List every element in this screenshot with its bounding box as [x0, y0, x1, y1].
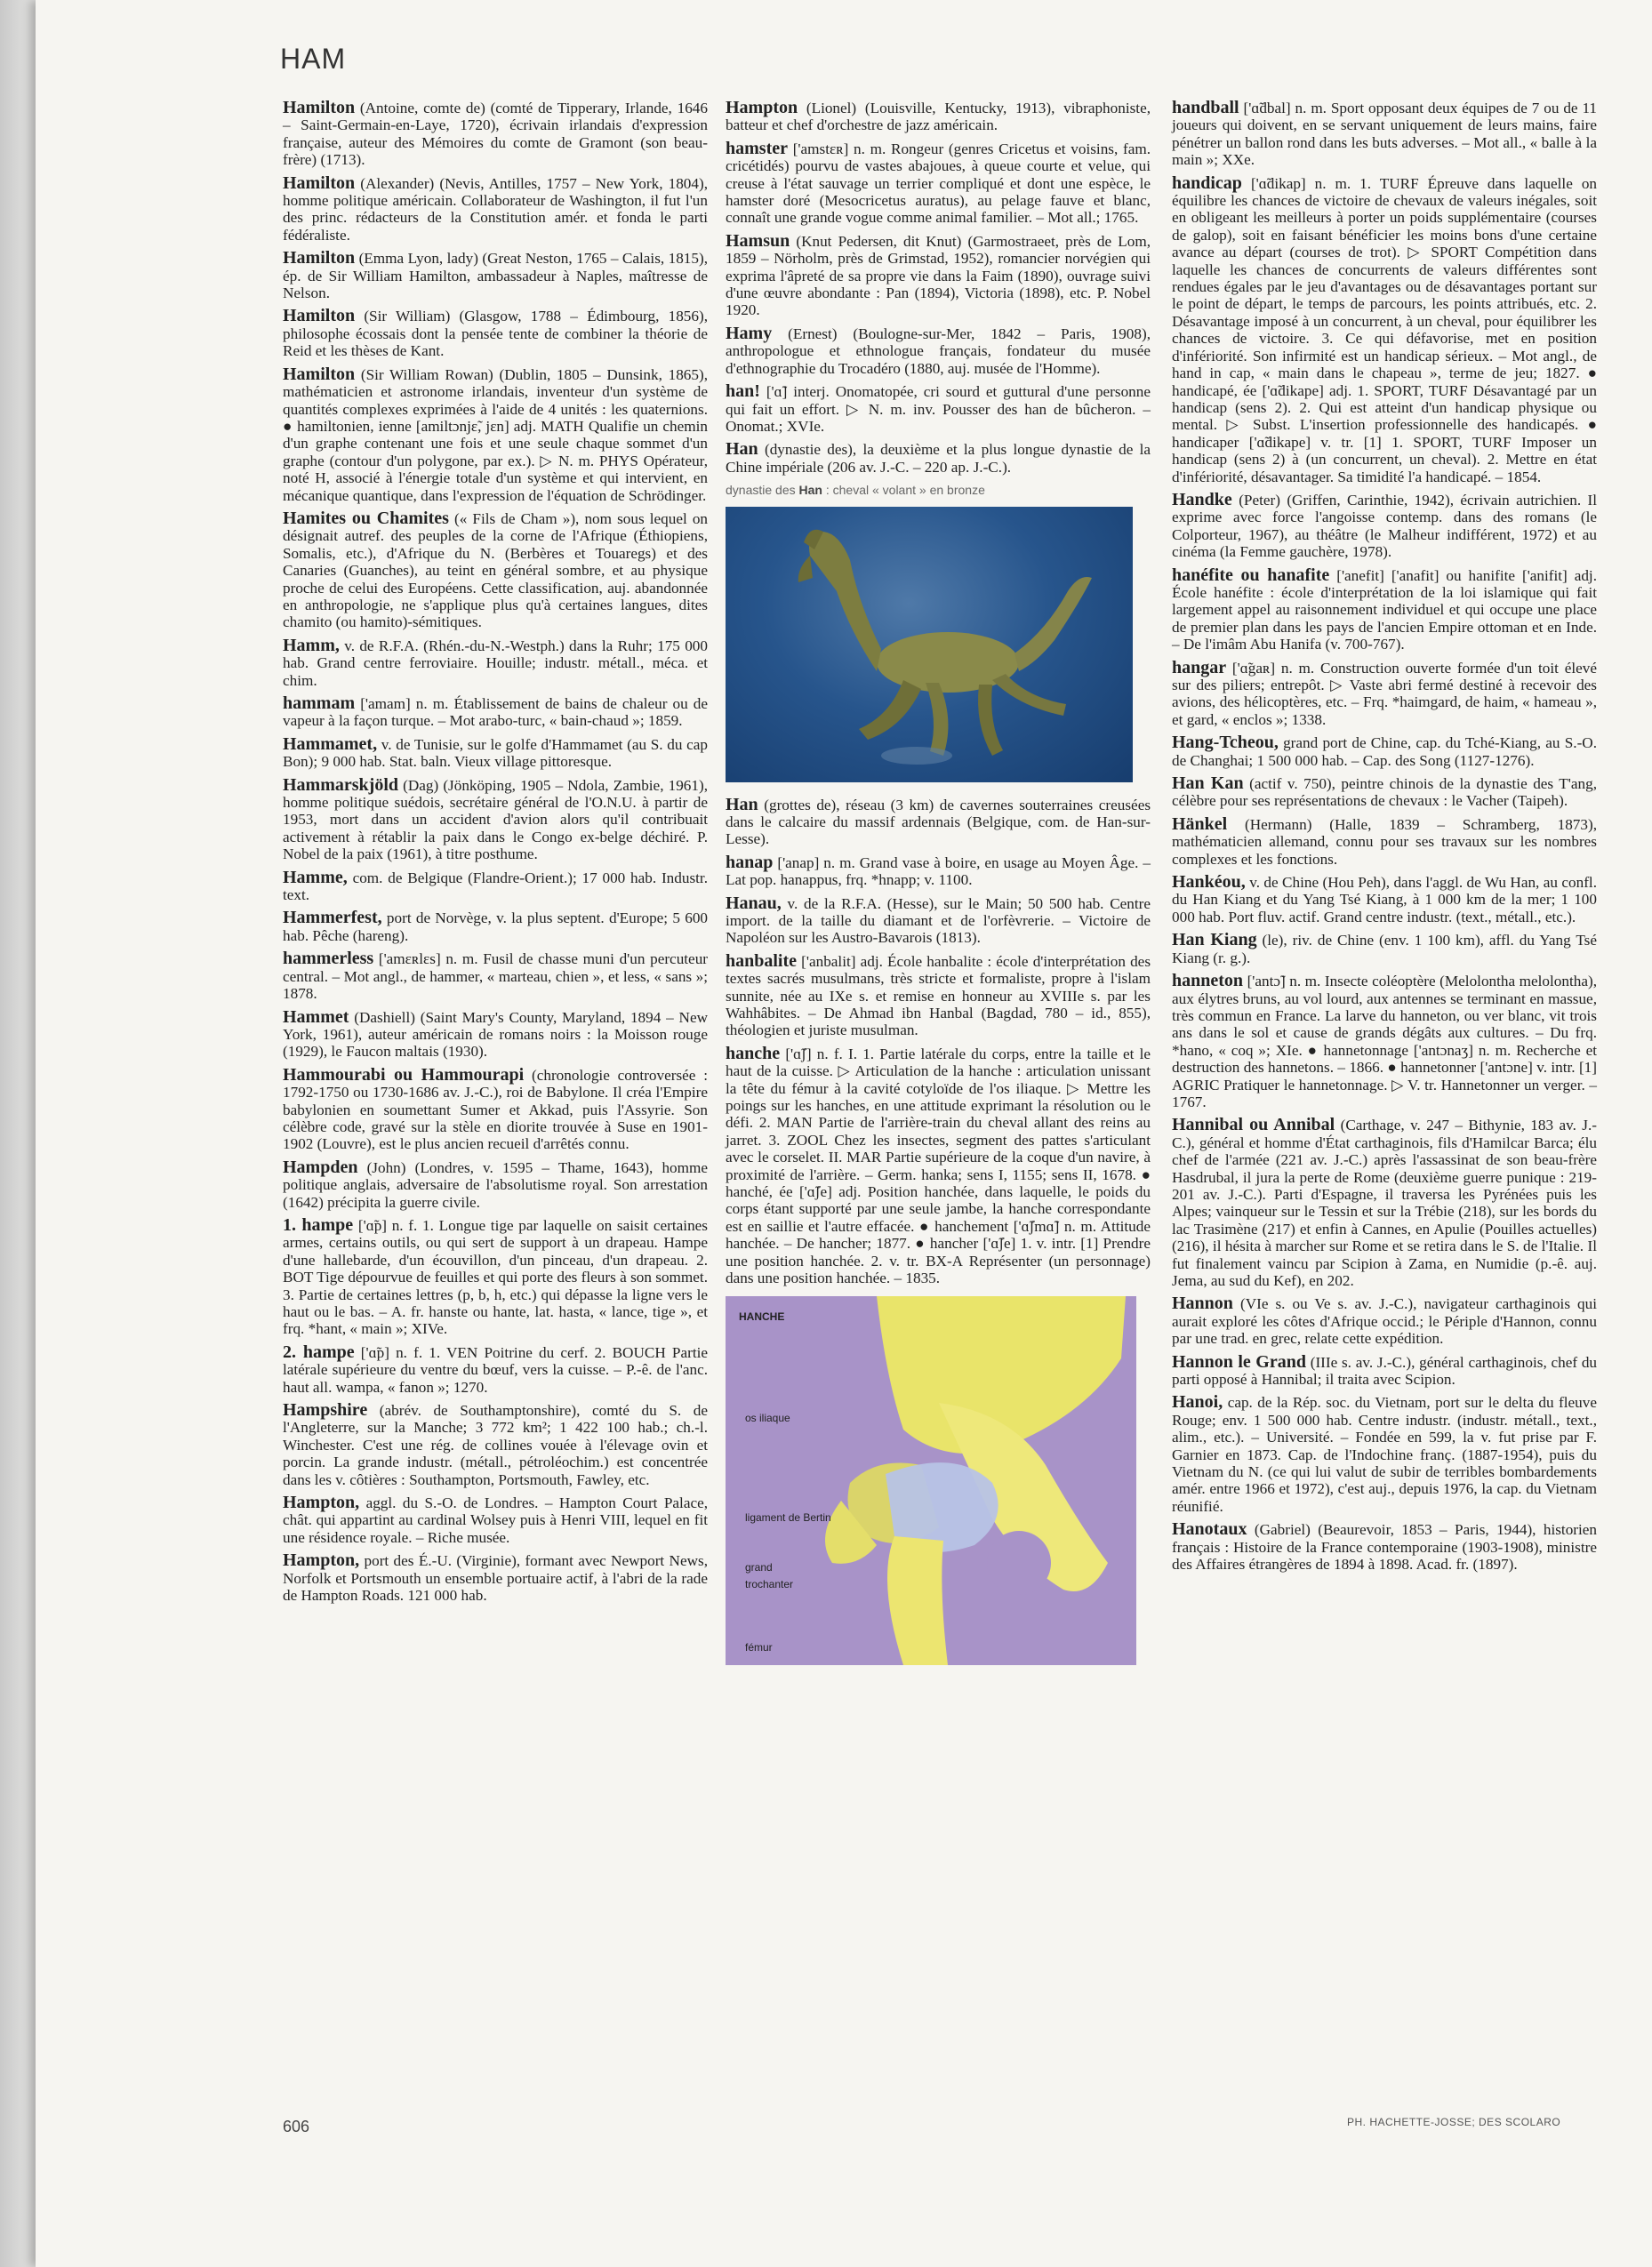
dictionary-entry	[726, 950, 1151, 1039]
dictionary-entry	[726, 383, 1151, 435]
entry-definition: ['ɑ̃dikap] n. m. 1. TURF Épreuve dans laquelle on équilibre les chances de victoire de chevaux de valeurs inégales, soit en obligeant les meilleurs à porter un poids supplémentaire (courses de galop), soit en faisant bénéficier les moins bons d'une certaine avance au départ (courses de trot). ▷ SPORT Compétition dans laquelle les chances de concurrents de valeurs différentes sont rendues égales par le jeu d'avantages ou de désavantages portant sur le point de départ, le temps de parcours, les points attribués, etc. 2. Désavantage imposé à un concurrent, à un cheval, pour équilibrer les chances de victoire. 3. Ce qui défavorise, met en position d'infériorité. Son infirmité est un handicap sérieux. – Mot angl., de hand in cap, « main dans le chapeau », terme de jeu; 1827. ● handicapé, ée ['ɑ̃dikape] adj. 1. SPORT, TURF Désavantagé par un handicap (sens 2). 2. Qui est atteint d'un handicap physique ou mental. ▷ Subst. L'insertion professionnelle des handicapés. ● handicaper ['ɑ̃dikape] v. tr. [1] 1. SPORT, TURF Imposer un handicap (sens 2) à (un concurrent, un cheval). 2. Mettre en état d'infériorité, désavantager. Sa timidité l'a handicapé. – 1854.	[1172, 174, 1598, 485]
dictionary-entry	[726, 895, 1151, 947]
entry-definition: (Sir William) (Glasgow, 1788 – Édimbourg, 1856), philosophe écossais dont la pensée tente de combiner la théorie de Reid et les thèses de Kant.	[283, 308, 708, 360]
dictionary-entry	[1172, 1351, 1598, 1389]
entry-definition: v. de la R.F.A. (Hesse), sur le Main; 50 500 hab. Centre import. de la taille du diamant et de l'orfèvrerie. – Victoire de Napoléon sur les Austro-Bavarois (1813).	[726, 894, 1151, 947]
entry-definition: (Carthage, v. 247 – Bithynie, 183 av. J.-C.), général et homme d'État carthaginois, fils d'Hamilcar Barca; élu chef de l'armée (221 av. J.-C.) après l'assassinat de son beau-frère Hasdrubal, il jura la perte de Rome (deuxième guerre punique : 219-201 av. J.-C.). Parti d'Espagne, il traversa les Pyrénées puis les Alpes; vainqueur sur le Tessin et sur la Trébie (218), sur les bords du lac Trasimène (217) et enfin à Cannes, en Apulie (Pouilles actuelles) (216), il hésita à marcher sur Rome et se retira dans le S. de l'Italie. Il fut finalement vaincu par Scipion à Zama, en Numidie (p.-ê. auj. Jema, au sud du Kef), en 202.	[1172, 1117, 1598, 1289]
dictionary-entry	[283, 1344, 708, 1396]
entry-headword: Hampden	[283, 1157, 358, 1177]
entry-definition: ['ɑ̃p] n. f. 1. VEN Poitrine du cerf. 2. BOUCH Partie latérale supérieure du ventre du bœuf, vers la cuisse. – P.-ê. de l'anc. haut all. wampa, « fanon »; 1270.	[283, 1343, 708, 1396]
entry-definition: (IIIe s. av. J.-C.), général carthaginois, chef du parti opposé à Hannibal; il traita avec Scipion.	[1172, 1353, 1598, 1389]
entry-definition: v. de Chine (Hou Peh), dans l'aggl. de Wu Han, au confl. du Han Kiang et du Yang Tsé Kiang, à 1 000 km de la mer; 1 100 000 hab. Port fluv. actif. Grand centre industr. (text., métall., etc.).	[1172, 874, 1598, 925]
entry-definition: (dynastie des), la deuxième et la plus longue dynastie de la Chine impériale (206 av. J.-C. – 220 ap. J.-C.).	[726, 441, 1151, 476]
entry-headword: hammerless	[283, 949, 374, 969]
dictionary-entry	[726, 230, 1151, 319]
dictionary-entry	[1172, 932, 1597, 966]
book-gutter	[0, 0, 36, 2267]
dictionary-entry	[283, 1159, 708, 1211]
entry-definition: (Knut Pedersen, dit Knut) (Garmostraeet, près de Lom, 1859 – Nörholm, près de Grimstad, 1952), romancier norvégien qui exprima l'âpreté de sa propre vie dans la Faim (1890), ouvrage suivi d'une œuvre abondante : Pan (1894), Victoria (1898), etc. P. Nobel 1920.	[726, 232, 1151, 319]
entry-headword: Han	[726, 439, 758, 460]
dictionary-entry	[1172, 1521, 1597, 1573]
dictionary-entry	[283, 733, 708, 771]
entry-definition: v. de R.F.A. (Rhén.-du-N.-Westph.) dans la Ruhr; 175 000 hab. Grand centre ferroviaire. Houille; industr. métall., méca. et chim.	[283, 637, 708, 689]
entry-definition: (Sir William Rowan) (Dublin, 1805 – Dunsink, 1865), mathématicien et astronome irlandais, inventeur d'un système de quantités complexes exprimées à l'aide de 4 unités : les quaternions. ● hamiltonien, ienne [amiltɔnjɛ̃, jɛn] adj. MATH Qualifie un chemin d'un graphe contenant une fois et une seule chaque sommet d'un graphe (contour d'un polygone, par ex.). ▷ N. m. PHYS Opérateur, noté H, associé à l'énergie totale d'un système et qui intervient, en mécanique quantique, dans l'expression de l'équation de Schrödinger.	[283, 365, 709, 504]
entry-headword: handicap	[1172, 172, 1242, 193]
entry-headword: Hanau,	[726, 893, 782, 913]
entry-definition: (Dashiell) (Saint Mary's County, Maryland, 1894 – New York, 1961), auteur américain de romans noirs : la Moisson rouge (1929), le Faucon maltais (1930).	[283, 1008, 708, 1061]
dictionary-entry	[1172, 1117, 1597, 1289]
entry-headword: Hammourabi ou Hammourapi	[283, 1064, 525, 1085]
entry-headword: Hanoi,	[1172, 1392, 1223, 1413]
entry-definition: (Gabriel) (Beaurevoir, 1853 – Paris, 1944), historien français : Histoire de la France contemporaine (1903-1908), ministre des Affaires étrangères de 1894 à 1898. Acad. fr. (1897).	[1172, 1521, 1598, 1574]
entry-headword: Hamsun	[726, 230, 790, 251]
entry-headword: Hang-Tcheou,	[1172, 733, 1279, 753]
entry-definition: ['amɛʀlɛs] n. m. Fusil de chasse muni d'un percuteur central. – Mot angl., de hammer, « marteau, chien », et less, « sans »; 1878.	[283, 950, 709, 1003]
figure-title: HANCHE	[739, 1310, 785, 1323]
entry-definition: port de Norvège, v. la plus septent. d'Europe; 5 600 hab. Pêche (hareng).	[283, 909, 709, 944]
entry-headword: Hanotaux	[1172, 1519, 1247, 1540]
entry-headword: Hamilton	[283, 248, 356, 268]
entry-headword: Hampton,	[283, 1550, 360, 1571]
dictionary-entry	[726, 441, 1151, 476]
entry-definition: port des É.-U. (Virginie), formant avec Newport News, Norfolk et Portsmouth un ensemble portuaire actif, à l'abri de la rade de Hampton Roads. 121 000 hab.	[283, 1552, 708, 1605]
dictionary-entry	[283, 100, 708, 169]
dictionary-entry	[1172, 1394, 1597, 1515]
dictionary-entry	[283, 250, 708, 301]
entry-definition: (actif v. 750), peintre chinois de la dynastie des T'ang, célèbre pour ses représentations de chevaux : le Vacher (Taipeh).	[1172, 775, 1598, 810]
dictionary-entry	[726, 854, 1151, 889]
entry-headword: Hannon le Grand	[1172, 1351, 1306, 1372]
entry-headword: Hamilton	[283, 306, 356, 326]
entry-definition: (Hermann) (Halle, 1839 – Schramberg, 1873), mathématicien allemand, connu pour ses travaux sur les nombres complexes et les fonctions.	[1172, 815, 1598, 868]
entry-definition: ['ɑ̃ʃ] n. f. I. 1. Partie latérale du corps, entre la taille et le haut de la cuisse. ▷ Articulation de la hanche : articulation unissant la tête du fémur à la cavité cotyloïde de l'os iliaque. ▷ Mettre les poings sur les hanches, en une attitude exprimant la résolution ou le défi. 2. MAN Partie de l'arrière-train du cheval allant des reins au jarret. 3. ZOOL Chez les insectes, segment des pattes s'articulant avec le corselet. II. MAR Partie supérieure de la coque d'un navire, à proximité de l'arrière. – Germ. hanka; sens I, 1155; sens II, 1678. ● hanché, ée ['ɑ̃ʃe] adj. Position hanchée, dans laquelle, le poids du corps étant supporté par une seule jambe, la hanche correspondante est en saillie et l'autre effacée. ● hanchement ['ɑ̃ʃmɑ̃] n. m. Attitude hanchée. – De hancher; 1877. ● hancher ['ɑ̃ʃe] 1. v. intr. [1] Prendre une position hanchée. 2. v. tr. BX-A Représenter (un personnage) dans une position hanchée. – 1835.	[726, 1045, 1151, 1287]
dictionary-entry	[726, 794, 1151, 848]
dictionary-entry	[1172, 172, 1598, 485]
entry-headword: Hankéou,	[1172, 872, 1246, 893]
entry-headword: Hannon	[1172, 1294, 1233, 1314]
entry-headword: Han Kiang	[1172, 930, 1257, 950]
dictionary-entry	[1172, 874, 1597, 925]
dictionary-entry	[283, 1006, 708, 1061]
entry-headword: Hampton	[726, 98, 798, 117]
entry-headword: Hammarskjöld	[283, 774, 398, 795]
entry-definition: ['ɑ̃gaʀ] n. m. Construction ouverte formée d'un toit élevé sur des piliers; entrepôt. ▷ Vaste abri fermé destiné à recevoir des avions, des hélicoptères, etc. – Frq. *haimgard, de haim, « hameau », et gard, « enclos »; 1338.	[1172, 659, 1597, 728]
entry-definition: (Alexander) (Nevis, Antilles, 1757 – New York, 1804), homme politique américain. Collaborateur de Washington, il fut l'un des princ. rédacteurs de la Constitution amér. et fonda le parti fédéraliste.	[283, 174, 708, 244]
entry-headword: Hamites ou Chamites	[283, 508, 449, 528]
entry-headword: Hammerfest,	[283, 908, 382, 928]
entry-definition: (Antoine, comte de) (comté de Tipperary, Irlande, 1646 – Saint-Germain-en-Laye, 1720), écrivain irlandais d'expression française, auteur des Mémoires du comte de Gramont (son beau-frère) (1713).	[283, 100, 708, 169]
entry-definition: (le), riv. de Chine (env. 1 100 km), affl. du Yang Tsé Kiang (r. g.).	[1172, 932, 1597, 966]
hip-anatomy-figure	[726, 1296, 1136, 1665]
entry-definition: (« Fils de Cham »), nom sous lequel on désignait autref. des peuples de la corne de l'Afrique (Éthiopiens, Somalis, etc.), d'Afrique du N. (Berbères et Touaregs) et des Canaries (Guanches), au teint en général sombre, et au physique proche de celui des Européens. Cette classification, auj. abandonnée en anthropologie, ne s'applique plus qu'à certaines langues, dites chamito (ou hamito)-sémitiques.	[283, 509, 709, 631]
caption-name: Han	[798, 483, 822, 498]
entry-definition: (chronologie controversée : 1792-1750 ou 1730-1686 av. J.-C.), roi de Babylone. Il créa l'Empire babylonien en soumettant Sumer et Akkad, puis l'Assyrie. Son célèbre code, gravé sur la stèle en diorite trouvée à Suse en 1901-1902 (Louvre), est le plus ancien recueil d'arrêtés connu.	[283, 1066, 708, 1153]
label-ligament: ligament de Bertin	[745, 1510, 831, 1524]
entry-definition: ['anbalit] adj. École hanbalite : école d'interprétation des textes sacrés musulmans, très stricte et formaliste, propre à l'islam sunnite, née au IXe s. et remise en honneur au XVIIIe s. par les Wahhâbites. – De Ahmad ibn Hanbal (Bagdad, 780 – id., 855), théologien et juriste musulman.	[726, 952, 1151, 1039]
dictionary-entry	[283, 510, 708, 631]
entry-headword: hanap	[726, 852, 774, 872]
entry-definition: ['anap] n. m. Grand vase à boire, en usage au Moyen Âge. – Lat pop. hanappus, frq. *hnapp; v. 1100.	[726, 853, 1151, 889]
dictionary-entry	[283, 1552, 708, 1604]
entry-headword: Han Kan	[1172, 773, 1244, 794]
entry-definition: ['ɑ̃dbal] n. m. Sport opposant deux équipes de 7 ou de 11 joueurs qui doivent, en se servant uniquement de leurs mains, faire pénétrer un ballon rond dans les buts adverses. – Mot all., « balle à la main »; XXe.	[1172, 100, 1598, 169]
photo-credit: PH. HACHETTE-JOSSE; DES SCOLARO	[1347, 2116, 1561, 2128]
dictionary-entry	[1172, 734, 1597, 769]
entry-definition: grand port de Chine, cap. du Tché-Kiang, au S.-O. de Changhai; 1 500 000 hab. – Cap. des Song (1127-1276).	[1172, 734, 1598, 769]
dictionary-entry	[283, 1064, 708, 1153]
entry-headword: handball	[1172, 98, 1239, 117]
entry-definition: (Emma Lyon, lady) (Great Neston, 1765 – Calais, 1815), ép. de Sir William Hamilton, ambassadeur à Naples, maîtresse de Nelson.	[283, 250, 708, 302]
entry-headword: Hamme,	[283, 867, 348, 887]
dictionary-entry	[283, 909, 708, 944]
dictionary-entry	[283, 637, 708, 689]
column-3	[1172, 100, 1597, 1580]
entry-definition: v. de Tunisie, sur le golfe d'Hammamet (au S. du cap Bon); 9 000 hab. Stat. baln. Vieux village pittoresque.	[283, 735, 708, 771]
dictionary-entry	[1172, 775, 1597, 810]
dictionary-entry	[283, 172, 708, 244]
dictionary-entry	[726, 1045, 1151, 1287]
dictionary-entry	[283, 308, 708, 359]
entry-headword: hammam	[283, 693, 356, 713]
caption-suffix: : cheval « volant » en bronze	[822, 483, 985, 498]
entry-definition: (VIe s. ou Ve s. av. J.-C.), navigateur carthaginois qui aurait exploré les côtes d'Afrique occid.; le Périple d'Hannon, connu par une trad. en grec, relate cette expédition.	[1172, 1295, 1597, 1348]
label-os-iliaque: os iliaque	[745, 1411, 790, 1424]
entry-headword: Hamilton	[283, 98, 356, 117]
entry-definition: ['ɑ̃p] n. f. 1. Longue tige par laquelle on saisit certaines armes, certains outils, ou qui sert de support à un drapeau. Hampe d'une hallebarde, d'un écouvillon, d'un pinceau, d'un drapeau. 2. BOT Tige dépourvue de feuilles et qui porte des fleurs à son sommet. 3. Partie de certaines lettres (p, b, h, etc.) qui dépasse la ligne vers le haut ou le bas. – A. fr. hanste ou hante, lat. hasta, « lance, tige », et frq. *hant, « main »; XIVe.	[283, 1216, 708, 1338]
entry-definition: ['amstɛʀ] n. m. Rongeur (genres Cricetus et voisins, fam. cricétidés) pourvu de vastes abajoues, à queue courte et velue, qui creuse à l'état sauvage un terrier compliqué et dont une espèce, le hamster doré (Mesocricetus auratus), au pelage fauve et blanc, connaît une grande vogue comme animal familier. – Mot all.; 1765.	[726, 140, 1151, 227]
caption-prefix: dynastie des	[726, 483, 799, 498]
entry-definition: (grottes de), réseau (3 km) de cavernes souterraines creusées dans le calcaire du massif ardennais (Belgique, com. de Han-sur-Lesse).	[726, 796, 1151, 848]
entry-headword: Hampton,	[283, 1493, 360, 1513]
entry-headword: Hamilton	[283, 172, 356, 193]
entry-definition: (abrév. de Southamptonshire), comté du S. de l'Angleterre, sur la Manche; 3 772 km²; 1 422 100 hab.; ch.-l. Winchester. C'est une rég. de collines vouée à l'élevage ovin et porcin. La grande industr. (métall., pétroléochim.) est concentrée dans les v. côtières : Southampton, Portsmouth, Fawley, etc.	[283, 1402, 709, 1488]
dictionary-entry	[1172, 489, 1597, 561]
dictionary-entry	[283, 869, 708, 904]
column-2	[726, 100, 1151, 1669]
entry-headword: Hamm,	[283, 635, 340, 655]
running-head: HAM	[280, 43, 347, 75]
entry-headword: Hamilton	[283, 364, 356, 384]
flying-horse-photo	[726, 507, 1133, 782]
dictionary-entry	[1172, 973, 1597, 1110]
dictionary-entry	[1172, 657, 1597, 729]
dictionary-entry	[726, 140, 1151, 227]
entry-headword: han!	[726, 381, 760, 402]
entry-definition: ['anefit] ['anafit] ou hanifite ['anifit] adj. École hanéfite : école d'interprétation de la loi islamique qui fait largement appel au raisonnement individuel et qui occupe une place de premier plan dans les pays de l'ancien Empire ottoman et en Inde. – De l'imâm Abu Hanifa (v. 700-767).	[1172, 566, 1598, 653]
hip-joint-illustration	[726, 1296, 1136, 1665]
dictionary-entry	[726, 325, 1151, 377]
entry-definition: aggl. du S.-O. de Londres. – Hampton Court Palace, chât. qui appartint au cardinal Wolsey puis à Henri VIII, lequel en fit une résidence royale. – Riche musée.	[283, 1494, 709, 1546]
dictionary-entry	[1172, 100, 1597, 169]
page-number: 606	[283, 2118, 310, 2135]
dictionary-entry	[283, 1402, 708, 1488]
entry-definition: ['antɔ̃] n. m. Insecte coléoptère (Melolontha melolontha), aux élytres bruns, au vol lourd, aux antennes se terminant en massue, très commun en France. La larve du hanneton, ou ver blanc, vit trois ans dans le sol et cause de grands dégâts aux cultures. – Du frq. *hano, « coq »; XIe. ● hannetonnage ['antɔnaʒ] n. m. Recherche et destruction des hannetons. – 1866. ● hannetonner ['antɔne] v. intr. [1] AGRIC Pratiquer le hannetonnage. ▷ V. tr. Hannetonner un verger. – 1767.	[1172, 973, 1597, 1110]
entry-headword: Handke	[1172, 489, 1232, 509]
entry-headword: Hammamet,	[283, 733, 378, 754]
entry-headword: hanbalite	[726, 950, 798, 971]
entry-definition: (Ernest) (Boulogne-sur-Mer, 1842 – Paris, 1908), anthropologue et ethnologue français, fondateur du musée d'ethnographie du Trocadéro (1880, auj. musée de l'Homme).	[726, 324, 1151, 377]
entry-headword: hangar	[1172, 657, 1227, 677]
entry-definition: (Lionel) (Louisville, Kentucky, 1913), vibraphoniste, batteur et chef d'orchestre de jazz américain.	[726, 100, 1151, 134]
entry-headword: hanneton	[1172, 971, 1244, 991]
bronze-horse-illustration	[726, 507, 1133, 782]
entry-headword: Hänkel	[1172, 813, 1228, 834]
entry-definition: (John) (Londres, v. 1595 – Thame, 1643), homme politique anglais, adversaire de l'absolutisme royal. Son arrestation (1642) précipita la guerre civile.	[283, 1158, 708, 1211]
entry-headword: 2. hampe	[283, 1342, 355, 1362]
dictionary-entry	[283, 1214, 708, 1338]
label-trochanter: grand trochanter	[745, 1560, 794, 1590]
entry-headword: hanéfite ou hanafite	[1172, 565, 1330, 585]
entry-definition: com. de Belgique (Flandre-Orient.); 17 000 hab. Industr. text.	[283, 869, 708, 904]
entry-headword: hanche	[726, 1043, 781, 1063]
entry-definition: cap. de la Rép. soc. du Vietnam, port sur le delta du fleuve Rouge; env. 1 500 000 hab. Centre industr. (industr. métall., text., alim., etc.). – Université. – Fondée en 599, la v. fut prise par F. Garnier en 1873. Cap. de l'Indochine franç. (1887-1954), puis du Vietnam du N. (ce qui lui valut de subir de terribles bombardements amér. entre 1966 et 1972), c'est auj., depuis 1976, la cap. du Vietnam réunifié.	[1172, 1394, 1598, 1515]
label-femur: fémur	[745, 1640, 773, 1654]
entry-headword: Hamy	[726, 323, 773, 343]
dictionary-entry	[283, 774, 708, 863]
horse-caption	[726, 482, 1151, 499]
entry-headword: Hampshire	[283, 1400, 368, 1421]
dictionary-entry	[1172, 567, 1597, 653]
dictionary-entry	[1172, 1295, 1597, 1347]
dictionary-entry	[283, 366, 708, 504]
dictionary-entry	[283, 695, 708, 730]
dictionary-entry	[1172, 813, 1598, 868]
entry-headword: Hannibal ou Annibal	[1172, 1115, 1335, 1135]
entry-headword: 1. hampe	[283, 1214, 354, 1235]
entry-definition: ['amam] n. m. Établissement de bains de chaleur ou de vapeur à la façon turque. – Mot arabo-turc, « bain-chaud »; 1859.	[283, 695, 709, 730]
dictionary-entry	[283, 1494, 708, 1546]
entry-definition: (Dag) (Jönköping, 1905 – Ndola, Zambie, 1961), homme politique suédois, secrétaire général de l'O.N.U. à partir de 1953, mort dans un accident d'avion alors qu'il contribuait activement à rétablir la paix dans le Congo ex-belge déchiré. P. Nobel de la paix (1961), à titre posthume.	[283, 776, 708, 863]
entry-headword: Han	[726, 794, 758, 814]
entry-headword: hamster	[726, 138, 788, 158]
dictionary-entry	[726, 100, 1151, 134]
entry-headword: Hammet	[283, 1006, 349, 1027]
entry-definition: (Peter) (Griffen, Carinthie, 1942), écrivain autrichien. Il exprime avec force l'angoisse contemp. dans des romans (le Colporteur, 1967), au théâtre (le Malheur indifférent, 1972) et au cinéma (la Femme gauchère, 1978).	[1172, 491, 1597, 561]
entry-definition: ['ɑ̃] interj. Onomatopée, cri sourd et guttural d'une personne qui fait un effort. ▷ N. m. inv. Pousser des han de bûcheron. – Onomat.; XVIe.	[726, 383, 1151, 435]
column-1	[283, 100, 708, 1611]
dictionary-entry	[283, 950, 708, 1002]
